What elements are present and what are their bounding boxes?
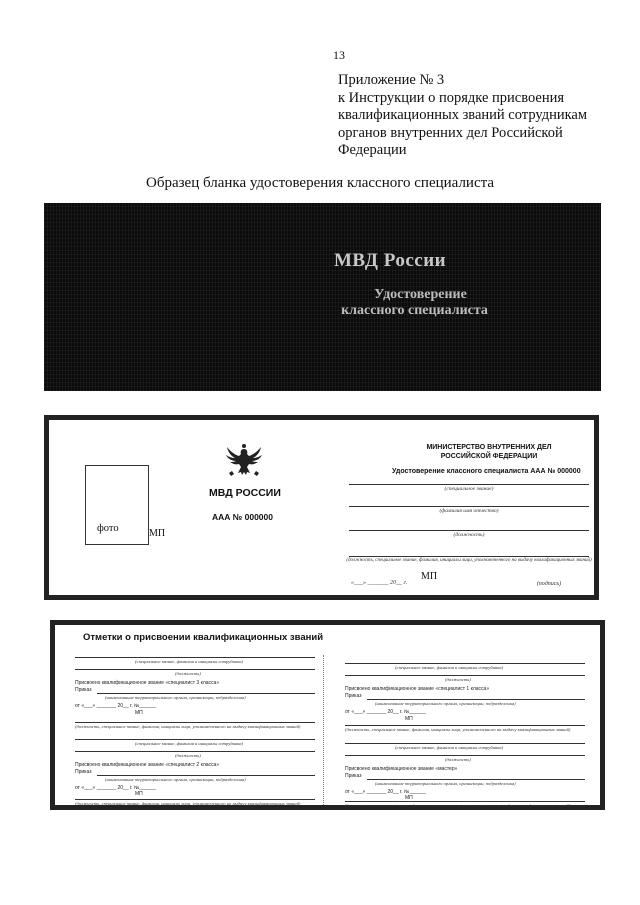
left-signer-line	[75, 722, 315, 723]
marks-title: Отметки о присвоении квалификационных званий	[83, 632, 324, 643]
left-order-2: Приказ	[75, 769, 92, 775]
left-position-line-2	[75, 751, 315, 752]
right-rank-name-line	[345, 663, 585, 664]
appendix-line: Приложение № 3	[338, 72, 445, 88]
right-rank-name-caption: (специальное звание, фамилия и инициалы сотрудника)	[395, 665, 504, 670]
left-position-caption: (должность)	[175, 671, 201, 676]
right-position-line-2	[345, 755, 585, 756]
right-signer-caption: (должность, специальное звание, фамилия, инициалы лица, уполномоченного на выдачу квалификационных званий)	[345, 727, 571, 732]
left-position-caption-2: (должность)	[175, 753, 201, 758]
photo-label: фото	[97, 523, 119, 534]
right-order-line-2	[367, 779, 585, 780]
right-stamp-2: МП	[405, 795, 413, 801]
right-order-line	[367, 699, 585, 700]
cover-subtitle-line2: классного специалиста	[341, 303, 488, 318]
appendix-heading	[338, 72, 628, 160]
left-org-caption: (наименование территориального органа, организации, подразделения)	[105, 695, 246, 700]
left-stamp-2: МП	[135, 791, 143, 797]
name-caption: (фамилия имя отчество)	[439, 508, 499, 514]
stamp-place-label: МП	[149, 528, 166, 539]
signer-caption: (должность, специальное звание, фамилия, инициалы лица, уполномоченного на выдачу квалификационных званий)	[346, 558, 592, 563]
right-awarded-1: Присвоено квалификационное звание «специалист 1 класса»	[345, 686, 490, 692]
certificate-inner-card	[44, 415, 599, 600]
left-order: Приказ	[75, 687, 92, 693]
rank-caption: (специальное звание)	[444, 486, 494, 492]
position-caption: (должность)	[453, 532, 485, 538]
right-order: Приказ	[345, 693, 362, 699]
agency-label: МВД РОССИИ	[209, 487, 281, 499]
ministry-heading	[389, 443, 589, 461]
signer-line	[349, 556, 589, 557]
left-awarded-3: Присвоено квалификационное звание «специалист 3 класса»	[75, 680, 220, 686]
date-line: «___» _______ 20__ г.	[351, 580, 408, 586]
certificate-number: Удостоверение классного специалиста ААА № 000000	[392, 468, 581, 475]
left-order-line	[97, 693, 315, 694]
qualification-marks-page	[50, 620, 605, 810]
appendix-line: Федерации	[338, 142, 407, 158]
rank-line	[349, 484, 589, 485]
page-number: 13	[333, 48, 345, 62]
cover-subtitle-line1: Удостоверение	[374, 287, 467, 302]
right-order-date-2: от «___» _______ 20__ г. №______	[345, 789, 427, 795]
right-position-caption: (должность)	[445, 677, 471, 682]
cover-subtitle	[44, 287, 601, 319]
left-rank-name-caption: (специальное звание, фамилия и инициалы сотрудника)	[135, 659, 244, 664]
date-stamp-label: МП	[421, 571, 438, 582]
signature-caption: (подпись)	[536, 581, 562, 587]
right-signer-caption-2: (должность, специальное звание, фамилия, инициалы лица, уполномоченного на выдачу квалификационных званий)	[345, 803, 571, 808]
left-position-line	[75, 669, 315, 670]
left-signer-caption: (должность, специальное звание, фамилия, инициалы лица, уполномоченного на выдачу квалификационных званий)	[75, 724, 301, 729]
left-order-date: от «___» _______ 20__ г. №______	[75, 703, 157, 709]
name-line	[349, 506, 589, 507]
appendix-line: органов внутренних дел Российской	[338, 124, 563, 141]
right-org-caption: (наименование территориального органа, организации, подразделения)	[375, 701, 516, 706]
left-rank-name-line-2	[75, 739, 315, 740]
right-position-line	[345, 675, 585, 676]
right-awarded-master: Присвоено квалификационное звание «мастер»	[345, 766, 458, 772]
position-line	[349, 530, 589, 531]
card-serial-number: ААА № 000000	[212, 512, 273, 522]
right-order-2: Приказ	[345, 773, 362, 779]
ministry-line1: МИНИСТЕРСТВО ВНУТРЕННИХ ДЕЛ	[426, 444, 552, 451]
left-signer-caption-2: (должность, специальное звание, фамилия, инициалы лица, уполномоченного на выдачу квалификационных званий)	[75, 801, 301, 806]
column-divider	[323, 655, 324, 805]
right-order-date: от «___» _______ 20__ г. №______	[345, 709, 427, 715]
left-awarded-2: Присвоено квалификационное звание «специалист 2 класса»	[75, 762, 220, 768]
eagle-emblem-icon	[219, 443, 269, 481]
right-stamp: МП	[405, 716, 413, 722]
ministry-line2: РОССИЙСКОЙ ФЕДЕРАЦИИ	[440, 453, 538, 460]
right-rank-name-caption-2: (специальное звание, фамилия и инициалы сотрудника)	[395, 745, 504, 750]
left-stamp: МП	[135, 710, 143, 716]
left-org-caption-2: (наименование территориального органа, организации, подразделения)	[105, 777, 246, 782]
right-rank-name-line-2	[345, 743, 585, 744]
right-signer-line-2	[345, 801, 585, 802]
left-rank-name-caption-2: (специальное звание, фамилия и инициалы сотрудника)	[135, 741, 244, 746]
appendix-line: к Инструкции о порядке присвоения	[338, 89, 565, 106]
sample-title: Образец бланка удостоверения классного специалиста	[145, 175, 495, 191]
left-order-line-2	[97, 775, 315, 776]
right-position-caption-2: (должность)	[445, 757, 471, 762]
left-rank-name-line	[75, 657, 315, 658]
cover-title: МВД России	[334, 250, 447, 271]
left-signer-line-2	[75, 799, 315, 800]
certificate-cover	[44, 203, 601, 391]
appendix-line: квалификационных званий сотрудникам	[338, 107, 588, 123]
right-org-caption-2: (наименование территориального органа, организации, подразделения)	[375, 781, 516, 786]
right-signer-line	[345, 725, 585, 726]
left-order-date-2: от «___» _______ 20__ г. №______	[75, 785, 157, 791]
